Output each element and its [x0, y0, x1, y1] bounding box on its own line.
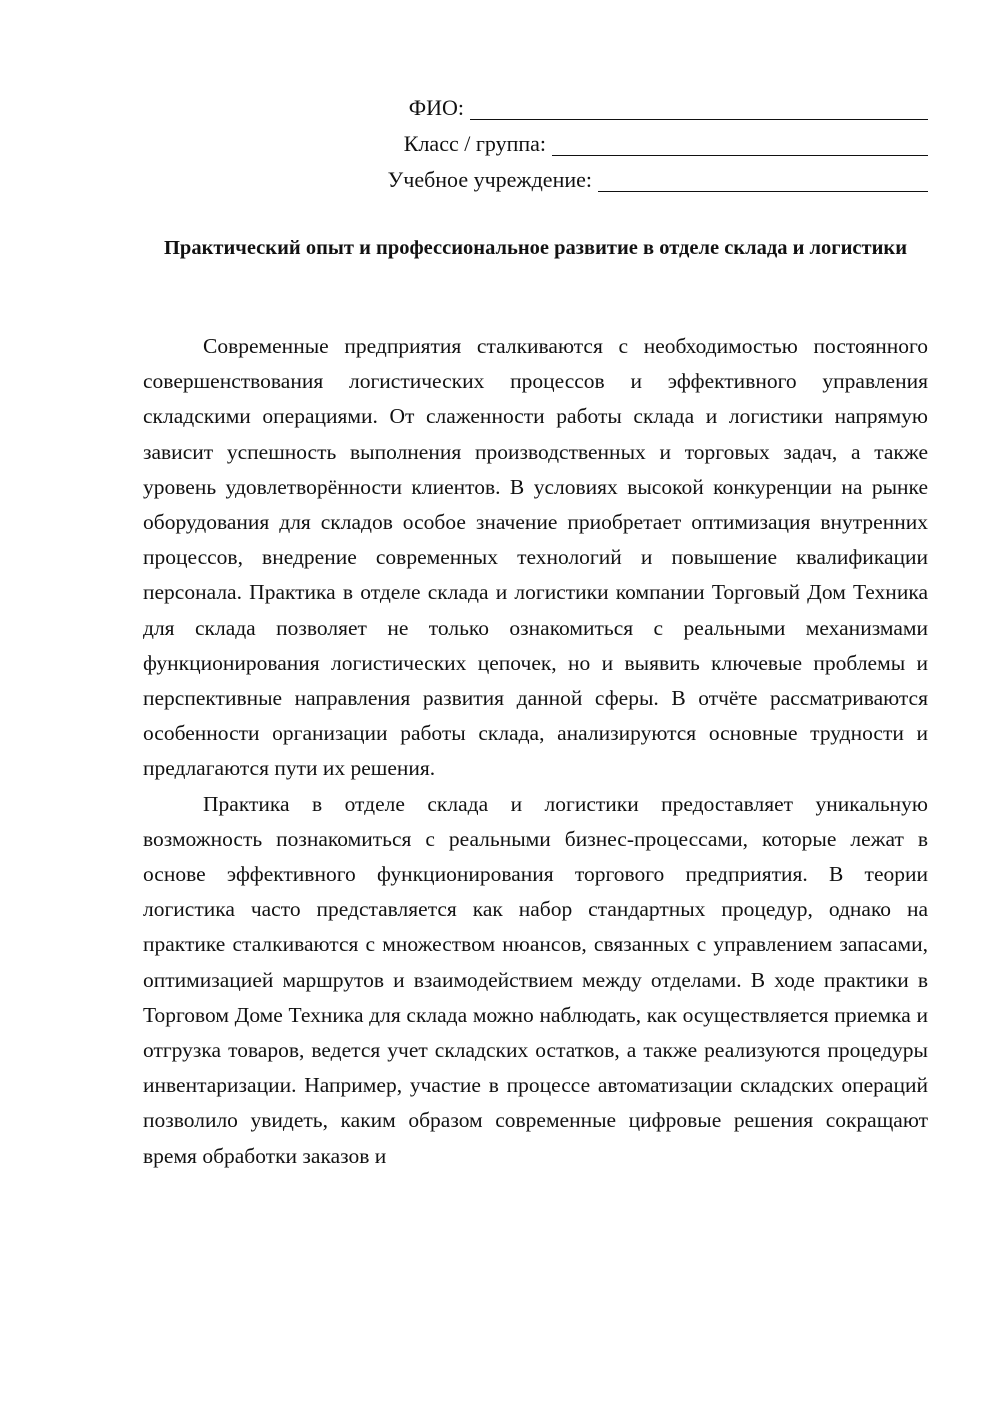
student-info-block [300, 90, 928, 198]
paragraph: Современные предприятия сталкиваются с необходимостью постоянного совершенствования логистических процессов и эффективного управления складскими операциями. От слаженности работы склада и логистики напрямую зависит успешность выполнения производственных и торговых задач, а также уровень удовлетворённости клиентов. В условиях высокой конкуренции на рынке оборудования для складов особое значение приобретает оптимизация внутренних процессов, внедрение современных технологий и повышение квалификации персонала. Практика в отделе склада и логистики компании Торговый Дом Техника для склада позволяет не только ознакомиться с реальными механизмами функционирования логистических цепочек, но и выявить ключевые проблемы и перспективные направления развития данной сферы. В отчёте рассматриваются особенности организации работы склада, анализируются основные трудности и предлагаются пути их решения. [143, 334, 928, 781]
group-label: Класс / группа: [403, 131, 546, 156]
document-title: Практический опыт и профессиональное развитие в отделе склада и логистики [163, 237, 908, 259]
institution-fill-line [598, 167, 928, 192]
group-row [300, 126, 928, 162]
institution-row [300, 162, 928, 198]
group-fill-line [552, 131, 928, 156]
fio-fill-line [470, 95, 928, 120]
fio-label: ФИО: [408, 95, 464, 120]
institution-label: Учебное учреждение: [387, 167, 592, 192]
document-body [143, 329, 928, 1174]
fio-row [300, 90, 928, 126]
paragraph: Практика в отделе склада и логистики предоставляет уникальную возможность познакомиться с реальными бизнес-процессами, которые лежат в основе эффективного функционирования торгового предприятия. В теории логистика часто представляется как набор стандартных процедур, однако на практике сталкиваются с множеством нюансов, связанных с управлением запасами, оптимизацией маршрутов и взаимодействием между отделами. В ходе практики в Торговом Доме Техника для склада можно наблюдать, как осуществляется приемка и отгрузка товаров, ведется учет складских остатков, а также реализуются процедуры инвентаризации. Например, участие в процессе автоматизации складских операций позволило увидеть, каким образом современные цифровые решения сокращают время обработки заказов и [143, 791, 928, 1168]
